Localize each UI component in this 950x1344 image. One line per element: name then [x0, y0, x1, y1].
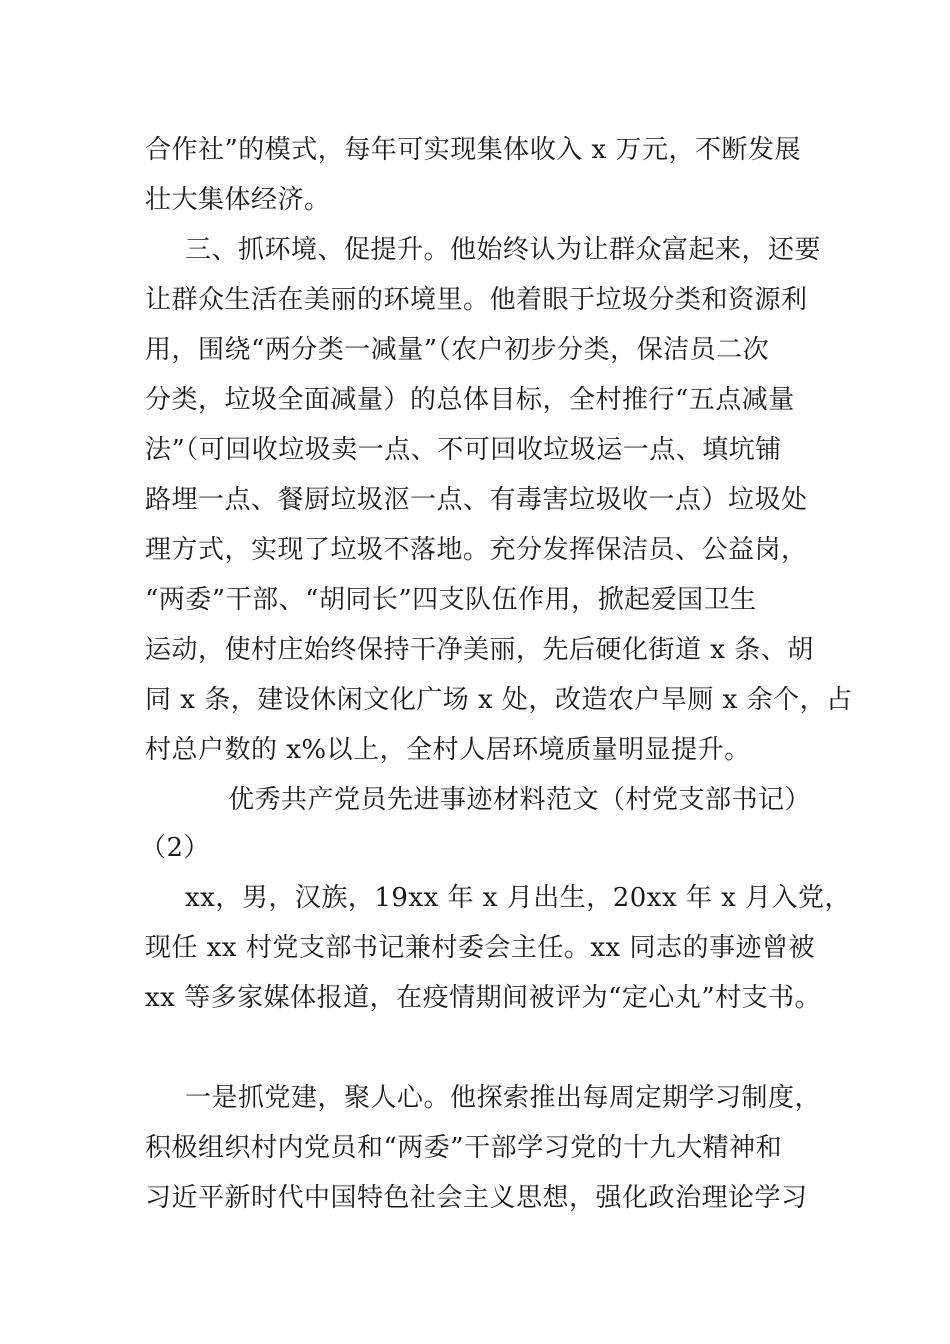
- body-text-line: 理方式，实现了垃圾不落地。充分发挥保洁员、公益岗，: [145, 535, 808, 565]
- body-text-line: 让群众生活在美丽的环境里。他着眼于垃圾分类和资源利: [145, 285, 808, 315]
- body-text-line: 同 x 条，建设休闲文化广场 x 处，改造农户旱厕 x 余个，占: [145, 685, 853, 715]
- body-text-line: 法”（可回收垃圾卖一点、不可回收垃圾运一点、填坑铺: [145, 435, 782, 465]
- body-text-line: 习近平新时代中国特色社会主义思想，强化政治理论学习: [145, 1183, 808, 1213]
- section-heading-line: 三、抓环境、促提升。他始终认为让群众富起来，还要: [185, 235, 822, 265]
- body-text-line: 运动，使村庄始终保持干净美丽，先后硬化街道 x 条、胡: [145, 635, 814, 665]
- body-text-line: 壮大集体经济。: [145, 185, 331, 215]
- body-text-line: 用，围绕“两分类一减量”（农户初步分类，保洁员二次: [145, 335, 770, 365]
- section-heading-line: 一是抓党建，聚人心。他探索推出每周定期学习制度，: [185, 1083, 822, 1113]
- body-text-line: 积极组织村内党员和“两委”干部学习党的十九大精神和: [145, 1133, 783, 1163]
- body-text-line: 现任 xx 村党支部书记兼村委会主任。xx 同志的事迹曾被: [145, 933, 815, 963]
- article-title-number: （2）: [140, 833, 211, 863]
- body-text-line: 分类，垃圾全面减量）的总体目标，全村推行“五点减量: [145, 385, 795, 415]
- article-title: 优秀共产党员先进事迹材料范文（村党支部书记）: [228, 785, 812, 815]
- body-text-line: 村总户数的 x%以上，全村人居环境质量明显提升。: [145, 735, 751, 765]
- body-text-line: 合作社”的模式，每年可实现集体收入 x 万元，不断发展: [145, 135, 801, 165]
- body-text-line: xx 等多家媒体报道，在疫情期间被评为“定心丸”村支书。: [145, 983, 822, 1013]
- body-text-line: “两委”干部、“胡同长”四支队伍作用，掀起爱国卫生: [145, 585, 757, 615]
- body-text-line: 路埋一点、餐厨垃圾沤一点、有毒害垃圾收一点）垃圾处: [145, 485, 808, 515]
- body-text-line: xx，男，汉族，19xx 年 x 月出生，20xx 年 x 月入党，: [185, 883, 852, 913]
